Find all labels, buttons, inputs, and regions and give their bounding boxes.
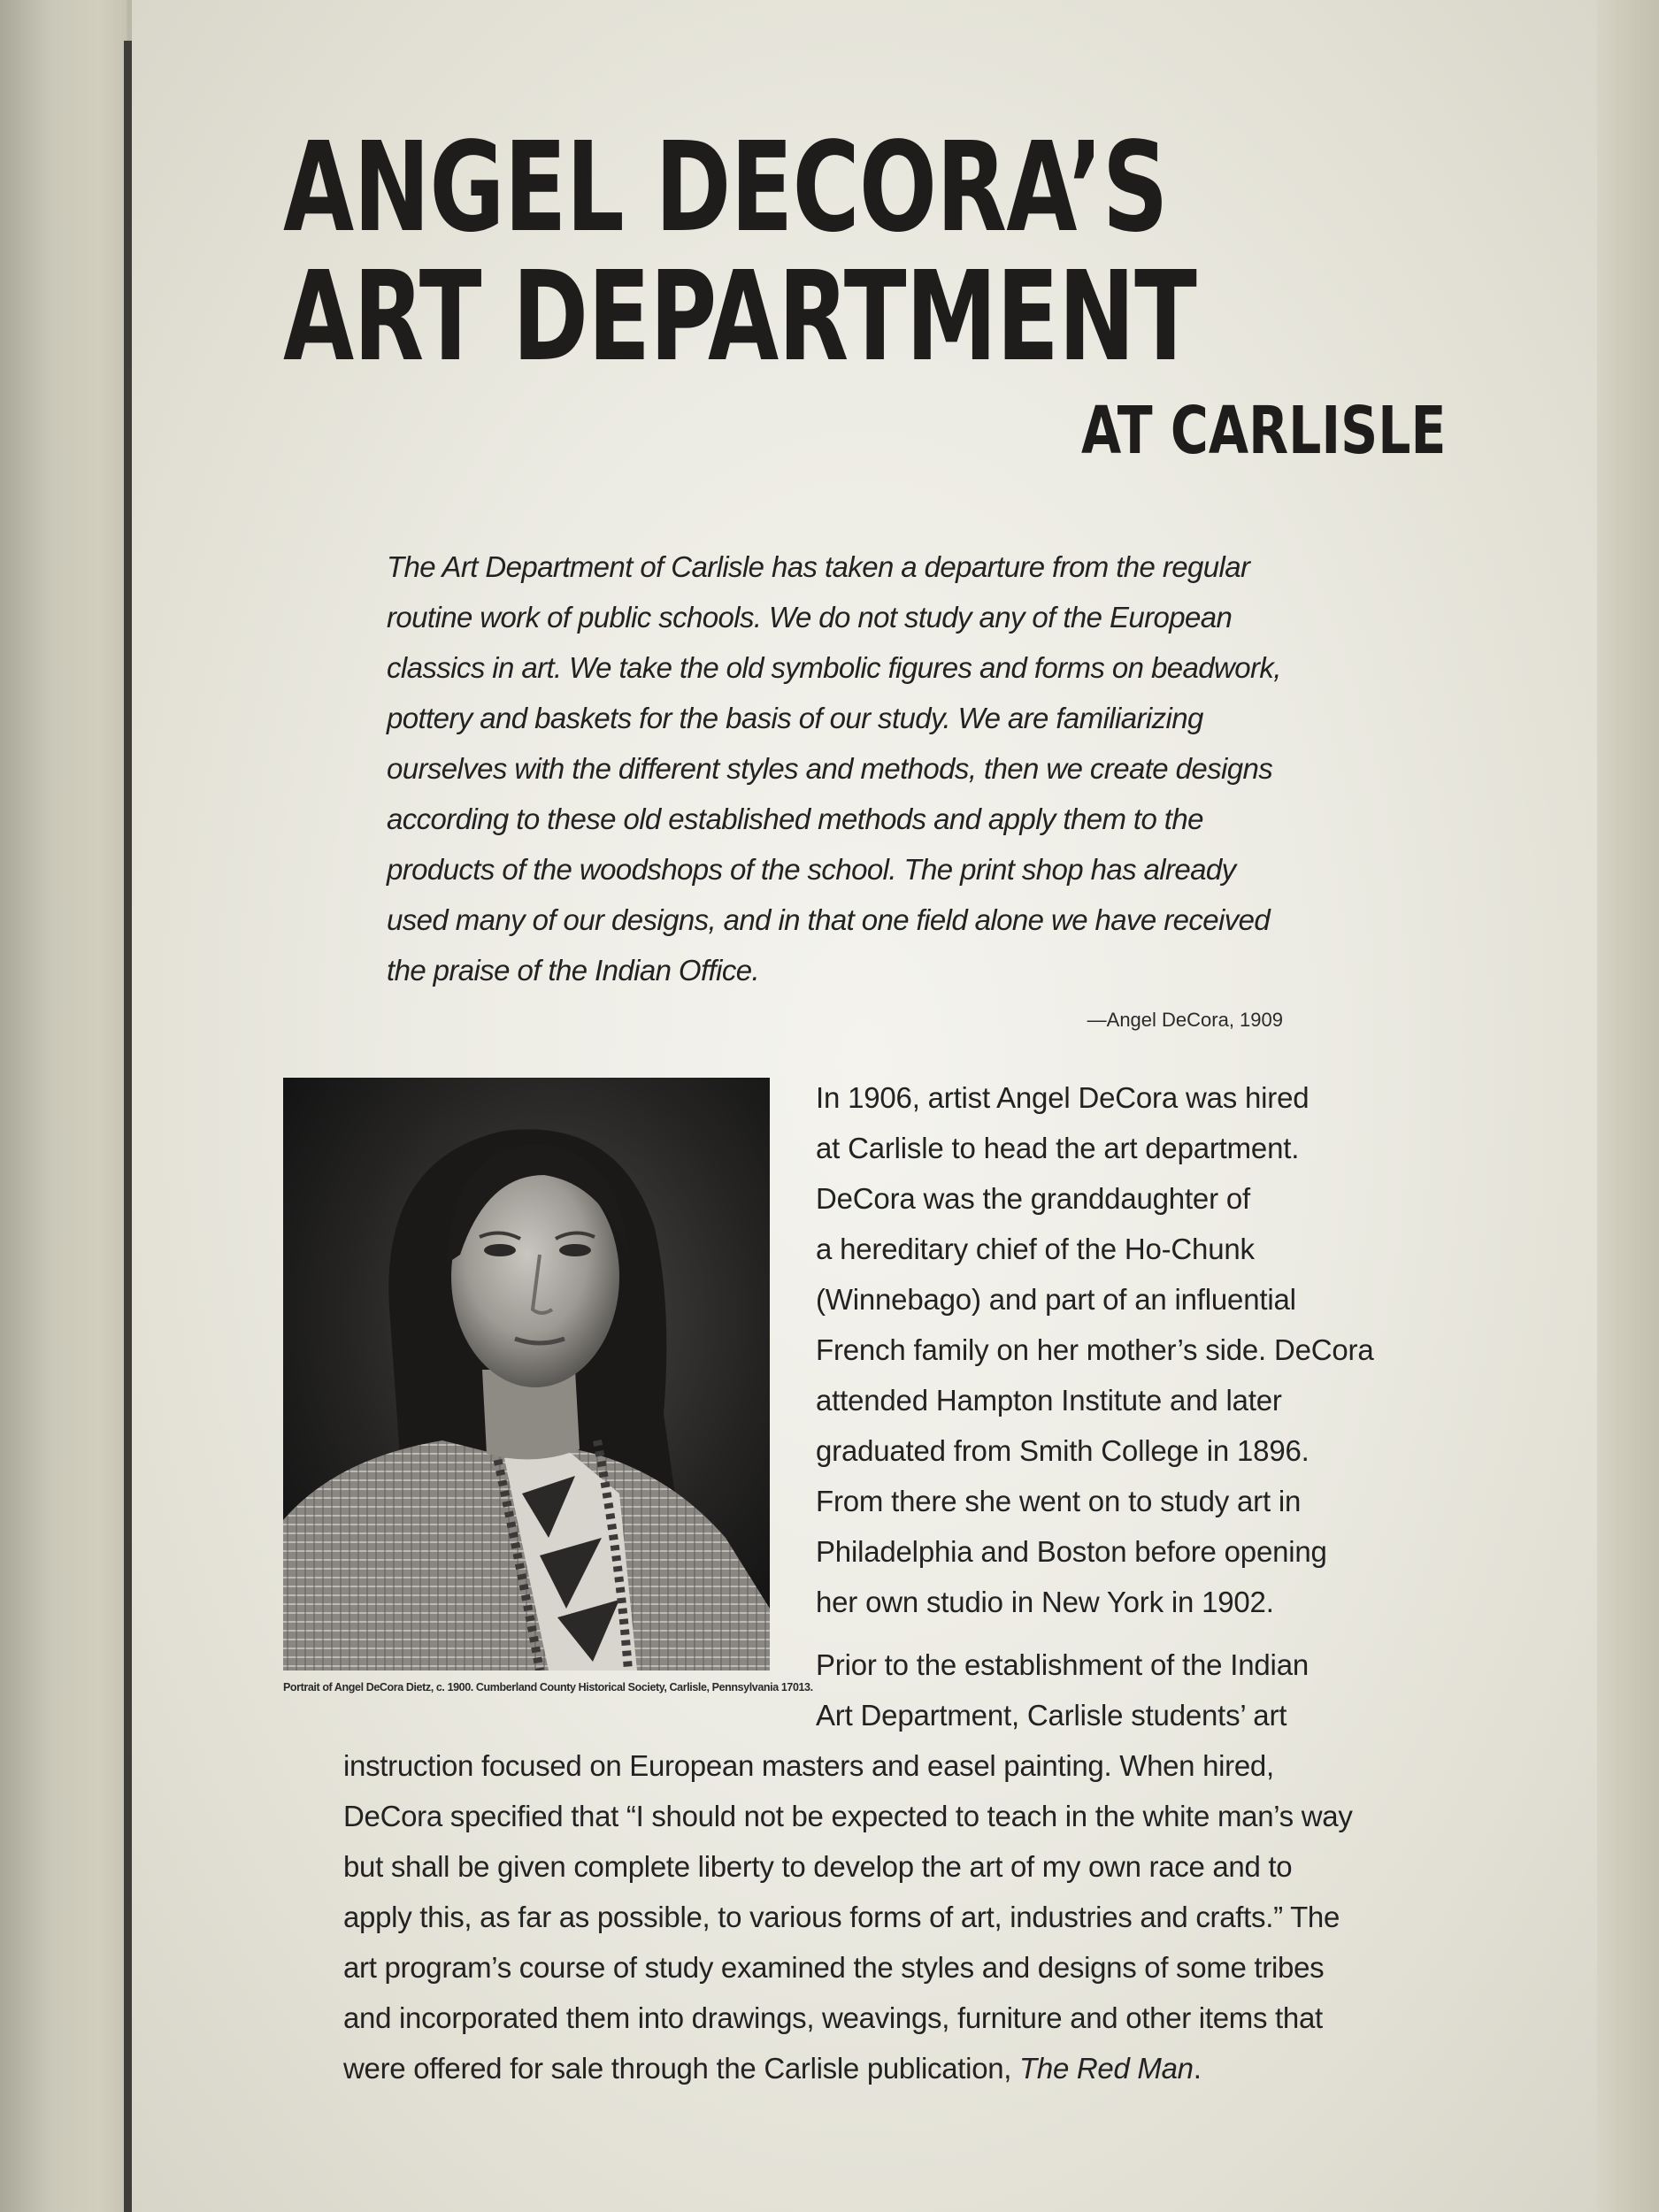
quote-line: routine work of public schools. We do not study any of the European <box>387 601 1233 634</box>
body-paragraph-1 <box>816 1072 1395 1627</box>
portrait-illustration <box>283 1078 770 1671</box>
body-last-line <box>343 2043 1414 2093</box>
body-line: Art Department, Carlisle students’ art <box>816 1699 1287 1732</box>
title-line-1: ANGEL DECORA’S <box>283 116 1168 260</box>
body-line: a hereditary chief of the Ho-Chunk <box>816 1233 1255 1265</box>
publication-title: The Red Man <box>1019 2052 1194 2085</box>
panel-subtitle: AT CARLISLE <box>1081 393 1447 469</box>
quote-line: used many of our designs, and in that one field alone we have received <box>387 903 1271 936</box>
body-line: Philadelphia and Boston before opening <box>816 1535 1327 1568</box>
quote-line: the praise of the Indian Office. <box>387 954 760 987</box>
body-line: art program’s course of study examined the styles and designs of some tribes <box>343 1951 1325 1984</box>
panel-title <box>283 116 1197 389</box>
body-paragraph-2-start <box>816 1640 1364 1740</box>
gallery-wall-right <box>1597 0 1659 2212</box>
body-line: attended Hampton Institute and later <box>816 1384 1282 1417</box>
body-line: graduated from Smith College in 1896. <box>816 1434 1310 1467</box>
title-line-2: ART DEPARTMENT <box>283 245 1197 389</box>
body-line: (Winnebago) and part of an influential <box>816 1283 1296 1316</box>
last-line-end: . <box>1193 2052 1202 2085</box>
body-line: and incorporated them into drawings, weavings, furniture and other items that <box>343 2001 1323 2034</box>
portrait-photo <box>283 1078 770 1671</box>
last-line-text: were offered for sale through the Carlisle publication, <box>343 2052 1012 2085</box>
quote-attribution: —Angel DeCora, 1909 <box>1087 1009 1283 1031</box>
body-line: DeCora specified that “I should not be expected to teach in the white man’s way <box>343 1800 1353 1832</box>
body-line: her own studio in New York in 1902. <box>816 1586 1274 1618</box>
body-line: In 1906, artist Angel DeCora was hired <box>816 1081 1310 1114</box>
body-paragraph-2-continued <box>343 1740 1414 2093</box>
body-line: From there she went on to study art in <box>816 1485 1302 1517</box>
quote-line: classics in art. We take the old symbolic figures and forms on beadwork, <box>387 651 1281 684</box>
body-line: but shall be given complete liberty to develop the art of my own race and to <box>343 1850 1293 1883</box>
body-line: Prior to the establishment of the Indian <box>816 1648 1309 1681</box>
body-line: at Carlisle to head the art department. <box>816 1132 1300 1164</box>
quote-line: pottery and baskets for the basis of our study. We are familiarizing <box>387 702 1203 734</box>
quote-line: The Art Department of Carlisle has taken a departure from the regular <box>387 550 1250 583</box>
decora-quote <box>387 541 1342 995</box>
quote-line: according to these old established methods and apply them to the <box>387 803 1203 835</box>
quote-line: products of the woodshops of the school. The print shop has already <box>387 853 1236 886</box>
body-line: DeCora was the granddaughter of <box>816 1182 1250 1215</box>
panel-edge-shadow <box>124 41 132 2212</box>
body-line: apply this, as far as possible, to various forms of art, industries and crafts.” The <box>343 1901 1340 1933</box>
body-line: French family on her mother’s side. DeCora <box>816 1333 1374 1366</box>
quote-line: ourselves with the different styles and methods, then we create designs <box>387 752 1273 785</box>
photo-caption: Portrait of Angel DeCora Dietz, c. 1900. Cumberland County Historical Society, Carlisle, Pennsylvania 17013. <box>283 1681 813 1694</box>
body-line: instruction focused on European masters and easel painting. When hired, <box>343 1749 1274 1782</box>
